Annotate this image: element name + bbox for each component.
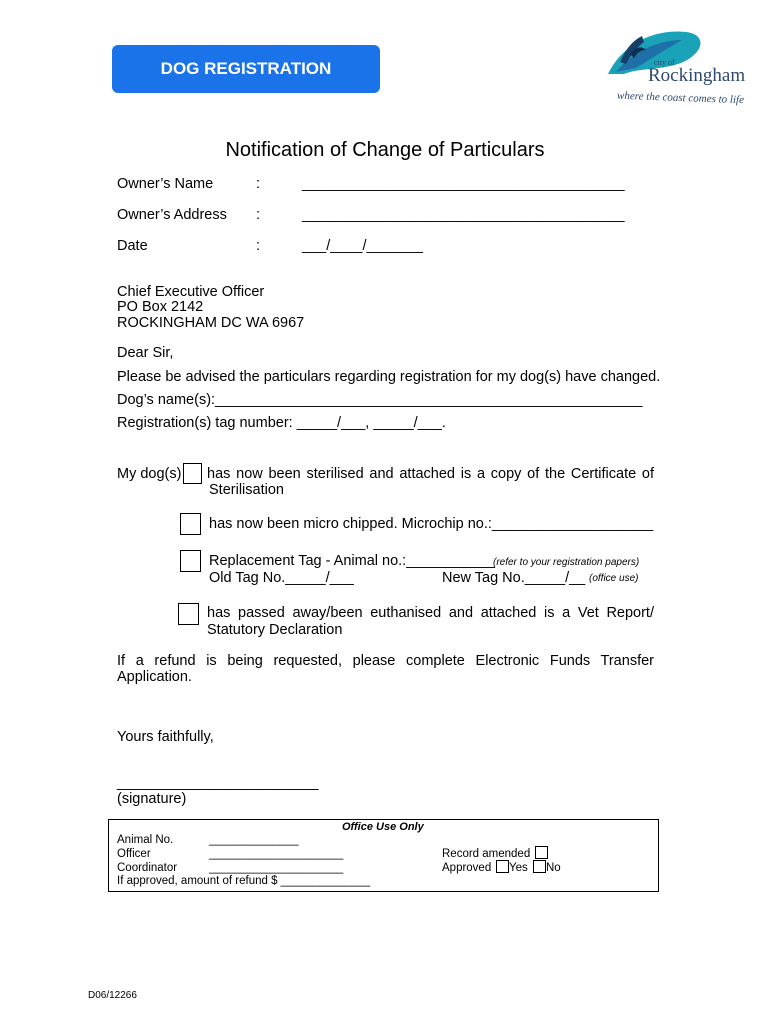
coordinator-label: Coordinator [117,862,178,874]
owner-name-colon: : [256,176,261,192]
officer-field[interactable]: _____________________ [209,848,344,860]
office-use-note: (office use) [589,573,639,584]
passed-away-checkbox[interactable] [178,603,199,625]
sterilised-text: has now been sterilised and attached is a copy of the Certificate of [207,466,654,482]
owner-address-colon: : [256,207,261,223]
my-dogs-label: My dog(s) [117,466,182,482]
document-code: D06/12266 [88,990,137,1001]
owner-name-field[interactable]: ________________________________________ [302,176,625,192]
passed-away-text: has passed away/been euthanised and attached is a Vet Report/ [207,605,654,621]
signature-label: (signature) [117,791,187,807]
approved-label: Approved [442,862,492,874]
approved-yes-checkbox[interactable] [496,860,509,873]
recipient-title: Chief Executive Officer [117,284,265,300]
approved-yes-label: Yes [509,862,528,874]
owner-address-label: Owner’s Address [117,207,227,223]
logo-tagline: where the coast comes to life [616,89,745,107]
date-field[interactable]: ___/____/_______ [302,238,423,254]
passed-away-text-cont: Statutory Declaration [207,622,343,638]
refund-amount-field[interactable]: If approved, amount of refund $ ______________ [117,875,371,887]
old-tag-field[interactable]: Old Tag No._____/___ [209,570,354,586]
replacement-tag-note: (refer to your registration papers) [493,557,640,568]
refund-text: If a refund is being requested, please complete Electronic Funds Transfer [117,653,654,669]
refund-text-cont: Application. [117,669,192,685]
date-label: Date [117,238,148,254]
salutation: Dear Sir, [117,345,174,361]
signature-line[interactable]: _________________________ [117,775,319,791]
owner-name-label: Owner’s Name [117,176,214,192]
animal-no-field[interactable]: ______________ [209,834,299,846]
closing: Yours faithfully, [117,729,214,745]
dog-names-field[interactable]: Dog’s name(s):_____________________________________________________ [117,392,643,408]
logo-city-of: city of [654,58,675,67]
letter-intro: Please be advised the particulars regarding registration for my dog(s) have changed. [117,369,661,385]
officer-label: Officer [117,848,151,860]
date-colon: : [256,238,261,254]
animal-no-label: Animal No. [117,834,174,846]
coordinator-field[interactable]: _____________________ [209,862,344,874]
recipient-po-box: PO Box 2142 [117,299,204,315]
city-logo [590,18,746,110]
approved-no-checkbox[interactable] [533,860,546,873]
form-title: Notification of Change of Particulars [225,139,545,161]
sterilised-text-cont: Sterilisation [209,482,284,498]
replacement-tag-checkbox[interactable] [180,550,201,572]
replacement-tag-text[interactable]: Replacement Tag - Animal no.:___________ [209,553,495,569]
microchipped-text[interactable]: has now been micro chipped. Microchip no.:____________________ [209,516,654,532]
recipient-suburb: ROCKINGHAM DC WA 6967 [117,315,305,331]
record-amended-checkbox[interactable] [535,846,548,859]
banner-label: DOG REGISTRATION [160,59,332,78]
office-use-title: Office Use Only [342,821,424,833]
record-amended-label: Record amended [442,848,531,860]
new-tag-field[interactable]: New Tag No._____/__ [442,570,586,586]
microchipped-checkbox[interactable] [180,513,201,535]
tag-numbers-field[interactable]: Registration(s) tag number: _____/___, _____/___. [117,415,446,431]
document-type-banner [112,45,380,93]
office-use-box [108,819,659,892]
approved-no-label: No [546,862,561,874]
owner-address-field[interactable]: ________________________________________ [302,207,625,223]
logo-name: Rockingham [648,65,746,86]
sterilised-checkbox[interactable] [183,463,202,484]
